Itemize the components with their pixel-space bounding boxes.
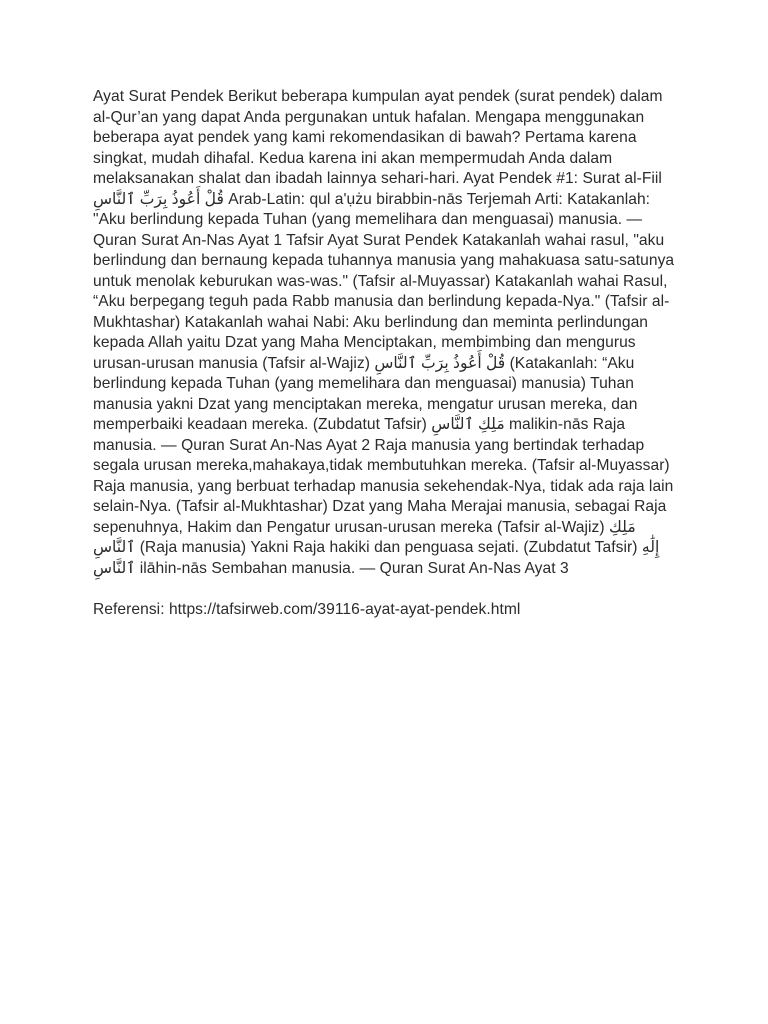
- document-content: [93, 87, 678, 620]
- body-paragraph: Ayat Surat Pendek Berikut beberapa kumpulan ayat pendek (surat pendek) dalam al-Qur’an yang dapat Anda pergunakan untuk hafalan. Mengapa menggunakan beberapa ayat pendek yang kami rekomendasikan di bawah? Pertama karena singkat, mudah dihafal. Kedua karena ini akan mempermudah Anda dalam melaksanakan shalat dan ibadah lainnya sehari-hari. Ayat Pendek #1: Surat al-Fiil قُلْ أَعُوذُ بِرَبِّ ٱلنَّاسِ Arab-Latin: qul a'ụżu birabbin-nās Terjemah Arti: Katakanlah: "Aku berlindung kepada Tuhan (yang memelihara dan menguasai) manusia. — Quran Surat An-Nas Ayat 1 Tafsir Ayat Surat Pendek Katakanlah wahai rasul, "aku berlindung dan bernaung kepada tuhannya manusia yang mahakuasa satu-satunya untuk menolak keburukan was-was." (Tafsir al-Muyassar) Katakanlah wahai Rasul, “Aku berpegang teguh pada Rabb manusia dan berlindung kepada-Nya." (Tafsir al-Mukhtashar) Katakanlah wahai Nabi: Aku berlindung dan meminta perlindungan kepada Allah yaitu Dzat yang Maha Menciptakan, membimbing dan mengurus urusan-urusan manusia (Tafsir al-Wajiz) قُلْ أَعُوذُ بِرَبِّ ٱلنَّاسِ (Katakanlah: “Aku berlindung kepada Tuhan (yang memelihara dan menguasai) manusia) Tuhan manusia yakni Dzat yang menciptakan mereka, mengatur urusan mereka, dan memperbaiki keadaan mereka. (Zubdatut Tafsir) مَلِكِ ٱلنَّاسِ malikin-nās Raja manusia. — Quran Surat An-Nas Ayat 2 Raja manusia yang bertindak terhadap segala urusan mereka,mahakaya,tidak membutuhkan mereka. (Tafsir al-Muyassar) Raja manusia, yang berbuat terhadap manusia sekehendak-Nya, tidak ada raja lain selain-Nya. (Tafsir al-Mukhtashar) Dzat yang Maha Merajai manusia, sebagai Raja sepenuhnya, Hakim dan Pengatur urusan-urusan mereka (Tafsir al-Wajiz) مَلِكِ ٱلنَّاسِ (Raja manusia) Yakni Raja hakiki dan penguasa sejati. (Zubdatut Tafsir) إِلَٰهِ ٱلنَّاسِ ilāhin-nās Sembahan manusia. — Quran Surat An-Nas Ayat 3: [93, 88, 675, 577]
- reference-line: Referensi: https://tafsirweb.com/39116-ayat-ayat-pendek.html: [93, 600, 521, 618]
